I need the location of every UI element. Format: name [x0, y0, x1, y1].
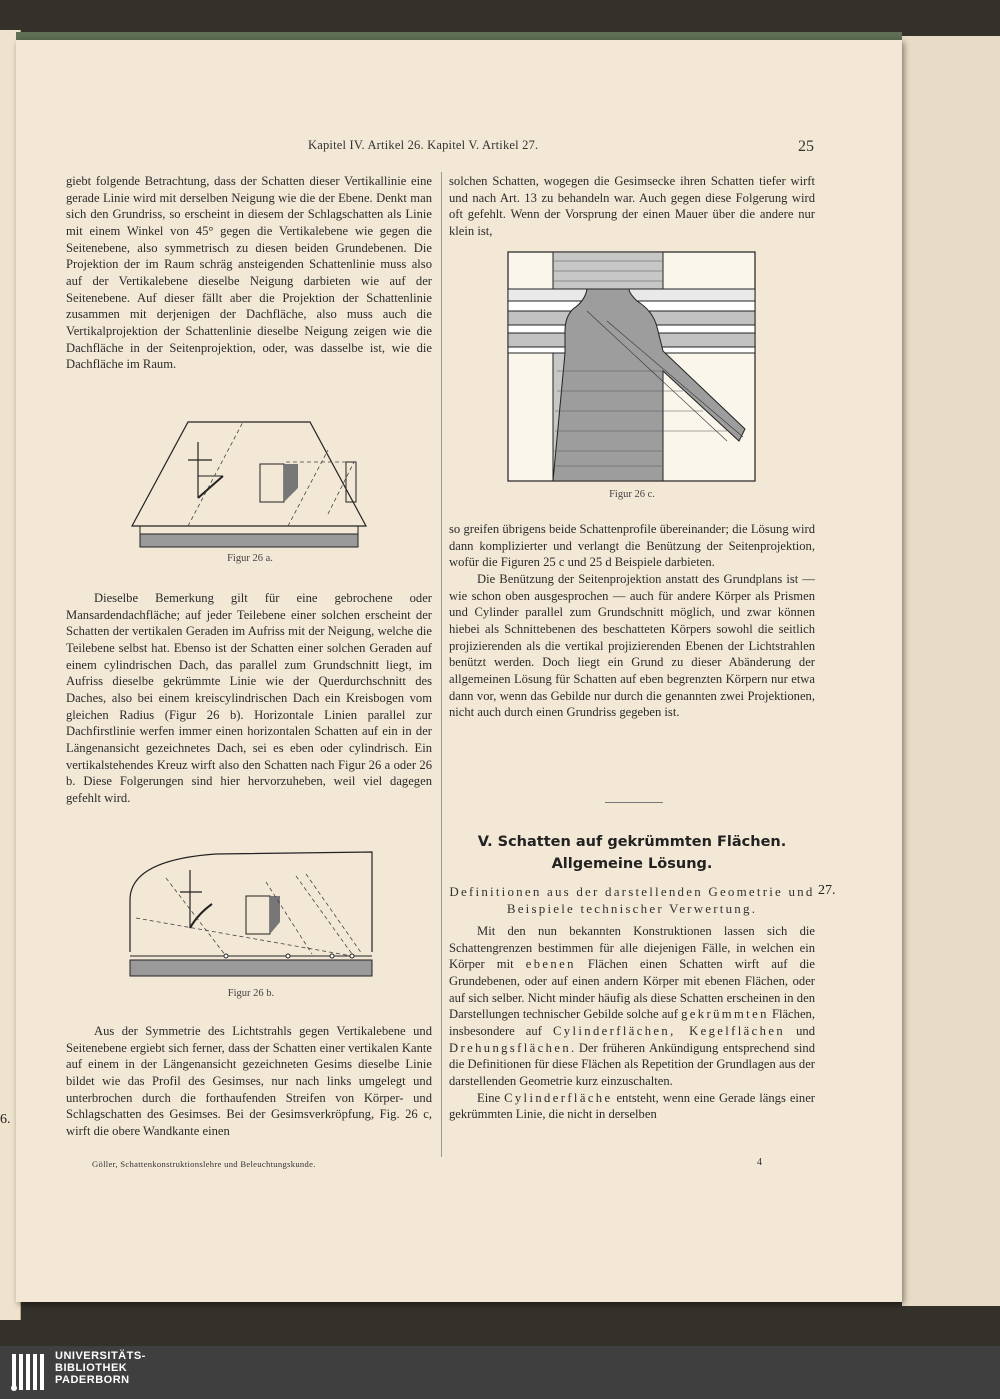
library-name-line: PADERBORN	[55, 1374, 130, 1386]
paragraph: giebt folgende Betrachtung, dass der Schatten dieser Vertikallinie eine gerade Linie wird mit derselben Neigung wie die der Ebene. Denkt man sich den Grundriss, so erscheint in diesem der Schlagschatten als Linie mit einem Winkel von 45° gegen die Vertikalebene wie gegen die Seitenebene, also symmetrisch zu diesen beiden Grundebenen. Die Projektion der im Raum schräg ansteigenden Schattenlinie muss also auf der Vertikalebene dieselbe Neigung darbieten wie auf der Seitenebene. Auf dieser fällt aber die Projektion der Schattenlinie zusammen mit derjenigen der Dachfläche, also muss auch die Vertikalprojektion der Schattenlinie dieselbe Neigung zeigen wie die Dachfläche in der Seitenprojektion, oder, was dasselbe ist, wie die Dachfläche im Raum.	[66, 174, 432, 372]
emphasis: Cylinderfläche	[504, 1090, 613, 1105]
paragraph: so greifen übrigens beide Schattenprofile übereinander; die Lösung wird dann komplizierter und verlangt die Benützung der Seitenprojektion, wofür die Figuren 25 c und 25 d Beispiele darbieten.	[449, 522, 815, 570]
figure-26b-caption: Figur 26 b.	[227, 988, 275, 999]
figure-26c-caption: Figur 26 c.	[609, 489, 655, 500]
paragraph	[449, 1090, 815, 1123]
footer-imprint: Göller, Schattenkonstruktionslehre und Beleuchtungskunde.	[92, 1159, 316, 1169]
text-run: Mit den nun bekannten Konstruktionen lassen sich die Schattengrenzen bestimmen für alle diejenigen Fälle, in welchen ein Körper mit	[449, 924, 815, 972]
emphasis: Drehungsflächen	[449, 1040, 572, 1055]
paragraph: solchen Schatten, wogegen die Gesimsecke ihren Schatten tiefer wirft und nach Art. 13 zu behandeln war. Auch gegen diese Folgerung wird oft gefehlt. Wenn der Vorsprung der einen Mauer über die andere nur klein ist,	[449, 174, 815, 238]
figure-26b	[126, 848, 376, 982]
library-name	[55, 1350, 146, 1386]
left-column-block-1	[66, 173, 432, 373]
figure-26a-caption: Figur 26 a.	[227, 553, 273, 564]
text-run: entsteht, wenn eine Gerade längs einer gekrümmten Linie, die nicht in derselben	[449, 1090, 815, 1122]
right-column-block-1	[449, 173, 815, 240]
text-run: Flächen einen Schatten wirft auf die Grundebenen, oder auf einen andern Körper mit ebenen Flächen, oder auf sich selber. Nicht minder häufig als diese Schatten erscheinen in den Darstellungen technischer Gebilde solche auf	[449, 957, 815, 1022]
running-header: Kapitel IV. Artikel 26. Kapitel V. Artikel 27.	[308, 138, 539, 152]
section-rule	[605, 802, 663, 803]
emphasis: gekrümmten	[681, 1007, 769, 1022]
left-column-block-3	[66, 1023, 432, 1140]
signature-mark: 4	[757, 1157, 762, 1168]
right-column-block-3	[449, 923, 815, 1123]
paragraph: Aus der Symmetrie des Lichtstrahls gegen Vertikalebene und Seitenebene ergiebt sich ferner, dass der Schatten einer vertikalen Kante auf einem in der Längenansicht gezeichneten Gesims dieselbe Linie bildet wie das Profil des Gesimses, nur nach links umgelegt und unterbrochen durch die forthaufenden Streifen von Körper- und Schlagschatten des Gesimses. Bei der Gesimsverkröpfung, Fig. 26 c, wirft die obere Wandkante einen	[66, 1024, 432, 1138]
section-subtitle: Definitionen aus der darstellenden Geometrie und Beispiele technischer Verwertung.	[449, 884, 815, 916]
text-run: Eine	[477, 1090, 505, 1105]
text-run: Flächen, insbesondere auf	[449, 1007, 815, 1038]
page-number: 25	[798, 138, 814, 155]
emphasis: Cylinderflächen, Kegelflächen	[552, 1023, 786, 1038]
left-column-block-2	[66, 590, 432, 807]
library-name-line: BIBLIOTHEK	[55, 1362, 128, 1374]
margin-article-number: 27.	[818, 883, 836, 898]
library-banner	[0, 1346, 1000, 1399]
text-run: und	[785, 1023, 815, 1038]
paragraph: Die Benützung der Seitenprojektion anstatt des Grundplans ist — wie schon oben ausgesprochen — auch für andere Körper als Prismen und Cylinder parallel zum Grundschnitt möglich, und zwar können hiebei als Schnittebenen des beschatteten Körpers sowohl die seitlich projizierenden als die vertikal projizierenden Ebenen der Lichtstrahlen benützt werden. Doch liegt ein Grund zu dieser Abänderung der allgemeinen Lösung für Schatten auf eben begrenzten Körpern nur etwa dann vor, wenn das Gebilde nur durch die genannten zwei Projektionen, nicht auch durch einen Grundriss gegeben ist.	[449, 571, 815, 720]
paragraph: Dieselbe Bemerkung gilt für eine gebrochene oder Mansardendachfläche; auf jeder Teilebene einer solchen erscheint der Schatten der vertikalen Geraden im Aufriss mit der Neigung, welche die Teilebene selbst hat. Ebenso ist der Schatten einer solchen Geraden auf einem cylindrischen Dach, das parallel zum Grundschnitt liegt, im Aufriss dieselbe gekrümmte Linie wie der Querdurchschnitt des Daches, also bei einem kreiscylindrischen Dach ein Kreisbogen vom gleichen Radius (Figur 26 b). Horizontale Linien parallel zur Dachfirstlinie werfen immer einen horizontalen Schatten auf ein in der Längenansicht gezeichnetes Dach, sei es eben oder cylindrisch. Ein vertikalstehendes Kreuz wirft also den Schatten nach Figur 26 a oder 26 b. Diese Folgerungen sind hier hervorzuheben, weil viel dagegen gefehlt wird.	[66, 591, 432, 805]
previous-page-number: 6.	[0, 1112, 11, 1127]
figure-26c	[507, 251, 757, 483]
library-logo-icon	[10, 1352, 48, 1392]
library-name-line: UNIVERSITÄTS-	[55, 1350, 146, 1362]
section-title: V. Schatten auf gekrümmten Flächen. Allgemeine Lösung.	[477, 834, 787, 872]
column-divider	[441, 172, 442, 1157]
emphasis: ebenen	[525, 957, 576, 972]
paragraph	[449, 923, 815, 1090]
page-stack-edge	[902, 36, 1000, 1306]
text-run: . Der früheren Ankündigung entsprechend sind die Definitionen für diese Flächen als Repetition der Grundlagen aus der darstellenden Geometrie kurz einzuschalten.	[449, 1040, 815, 1088]
right-column-block-2	[449, 521, 815, 721]
figure-26a	[128, 418, 372, 550]
